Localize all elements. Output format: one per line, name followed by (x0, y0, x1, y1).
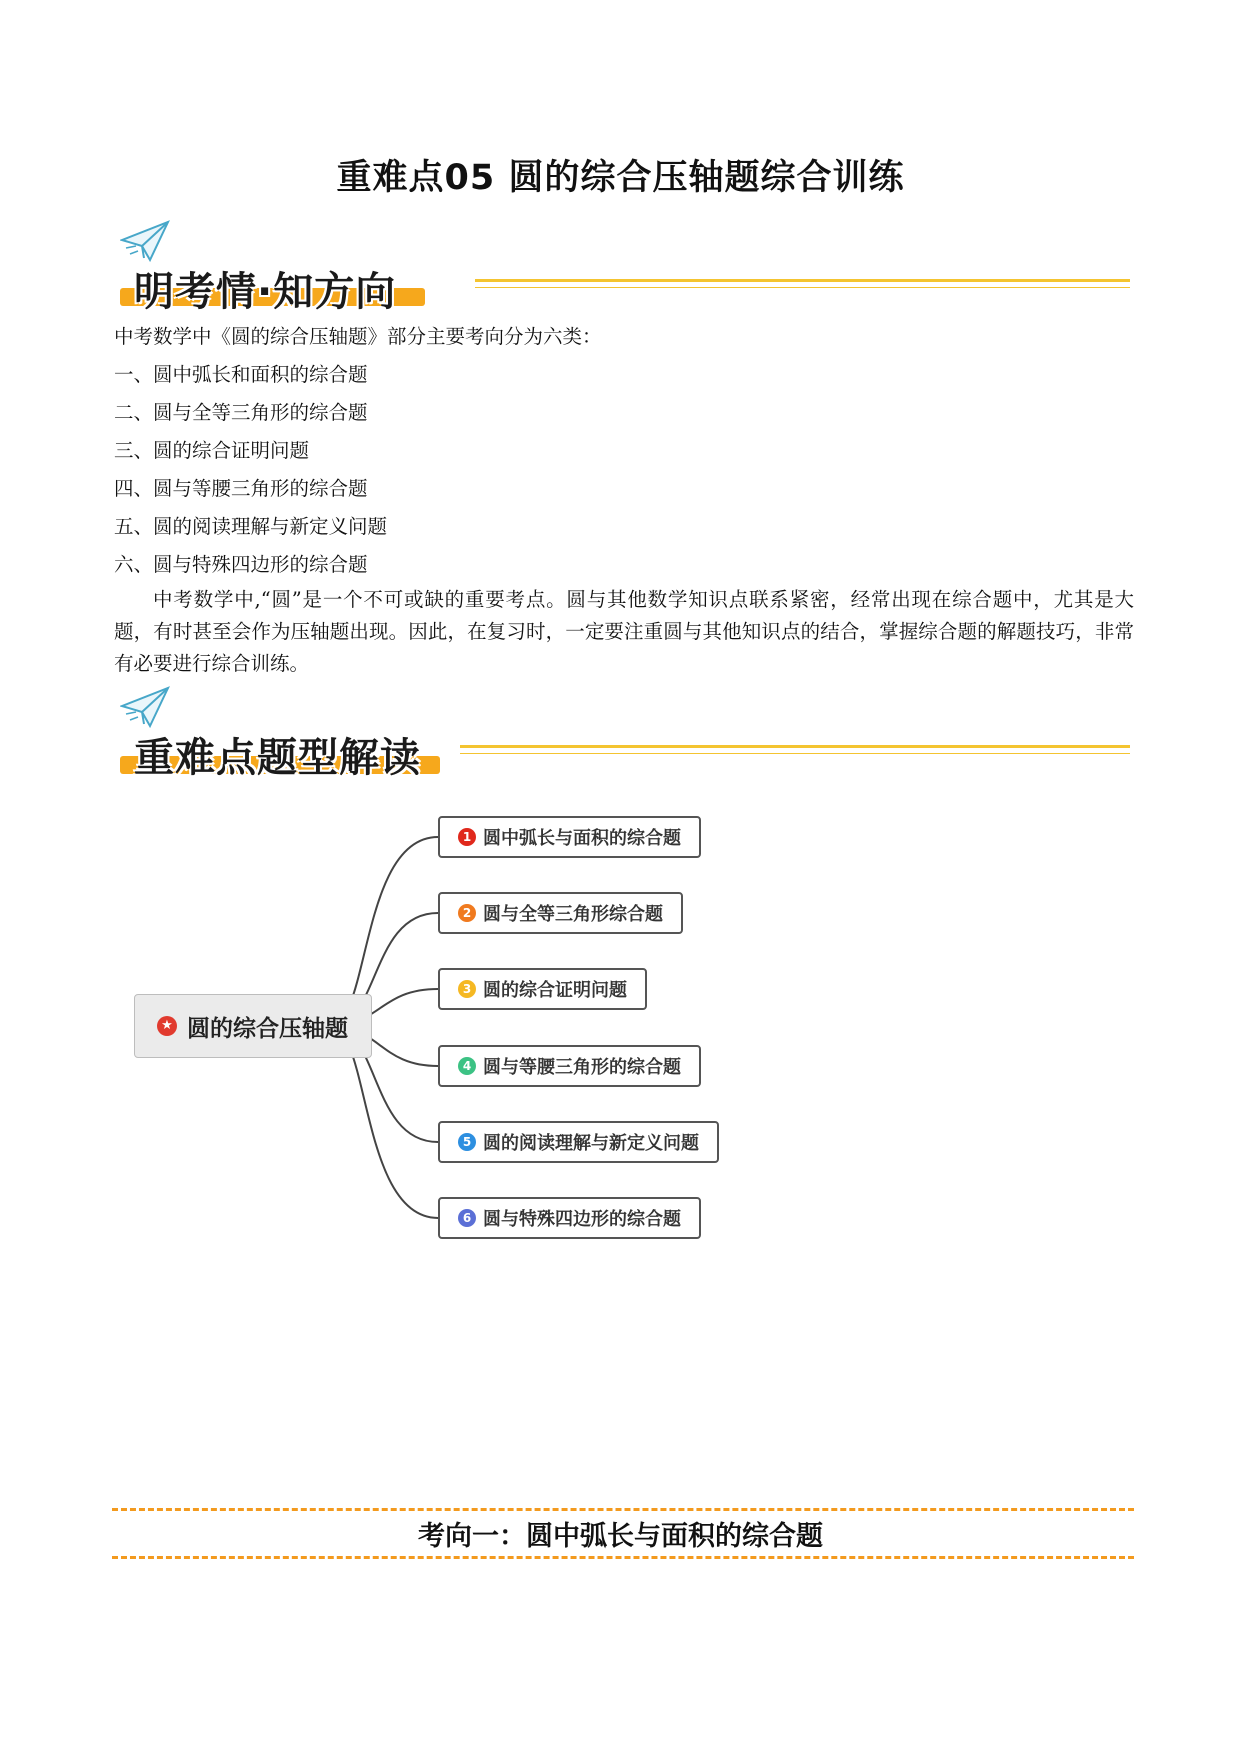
category-item: 二、圆与全等三角形的综合题 (114, 401, 368, 424)
heading-rule-thin (460, 753, 1130, 754)
summary-paragraph: 中考数学中,“圆”是一个不可或缺的重要考点。圆与其他数学知识点联系紧密，经常出现在综合题中，尤其是大题，有时甚至会作为压轴题出现。因此，在复习时，一定要注重圆与其他知识点的结合，掌握综合题的解题技巧，非常有必要进行综合训练。 (114, 588, 1134, 675)
mind-map-node-label: 圆与全等三角形综合题 (483, 904, 663, 925)
dashed-divider-bottom (112, 1556, 1134, 1559)
number-badge-icon: 6 (458, 1209, 476, 1227)
mind-map-root (134, 994, 372, 1058)
section-heading: 重难点题型解读 (134, 735, 421, 781)
category-item: 六、圆与特殊四边形的综合题 (114, 553, 368, 576)
category-item: 一、圆中弧长和面积的综合题 (114, 363, 368, 386)
mind-map-node-1 (438, 816, 701, 858)
mind-map-node-3 (438, 968, 647, 1010)
intro-text: 中考数学中《圆的综合压轴题》部分主要考向分为六类： (114, 325, 602, 348)
mind-map-root-label: 圆的综合压轴题 (187, 1015, 348, 1042)
mind-map-node-label: 圆的阅读理解与新定义问题 (483, 1133, 699, 1154)
mind-map-node-2 (438, 892, 683, 934)
mind-map-node-5 (438, 1121, 719, 1163)
star-icon: ★ (157, 1016, 177, 1036)
document-title: 重难点05 圆的综合压轴题综合训练 (336, 158, 905, 198)
section-banner-key-types (110, 684, 1130, 794)
number-badge-icon: 5 (458, 1133, 476, 1151)
dashed-divider-top (112, 1508, 1134, 1511)
category-list (114, 356, 1134, 584)
mind-map-node-4 (438, 1045, 701, 1087)
number-badge-icon: 1 (458, 828, 476, 846)
number-badge-icon: 4 (458, 1057, 476, 1075)
heading-rule (475, 279, 1130, 282)
category-item: 五、圆的阅读理解与新定义问题 (114, 515, 388, 538)
category-item: 三、圆的综合证明问题 (114, 439, 310, 462)
paper-plane-icon (120, 218, 170, 266)
heading-rule (460, 745, 1130, 748)
mind-map-node-label: 圆的综合证明问题 (483, 980, 627, 1001)
category-item: 四、圆与等腰三角形的综合题 (114, 477, 368, 500)
number-badge-icon: 2 (458, 904, 476, 922)
heading-rule-thin (475, 287, 1130, 288)
number-badge-icon: 3 (458, 980, 476, 998)
section-banner-exam-trends (110, 218, 1130, 328)
mind-map (130, 805, 750, 1245)
mind-map-node-label: 圆与特殊四边形的综合题 (483, 1209, 681, 1230)
paper-plane-icon (120, 684, 170, 732)
mind-map-node-6 (438, 1197, 701, 1239)
mind-map-node-label: 圆与等腰三角形的综合题 (483, 1057, 681, 1078)
topic-heading: 考向一：圆中弧长与面积的综合题 (418, 1521, 823, 1552)
mind-map-node-label: 圆中弧长与面积的综合题 (483, 828, 681, 849)
section-heading: 明考情·知方向 (134, 269, 397, 315)
